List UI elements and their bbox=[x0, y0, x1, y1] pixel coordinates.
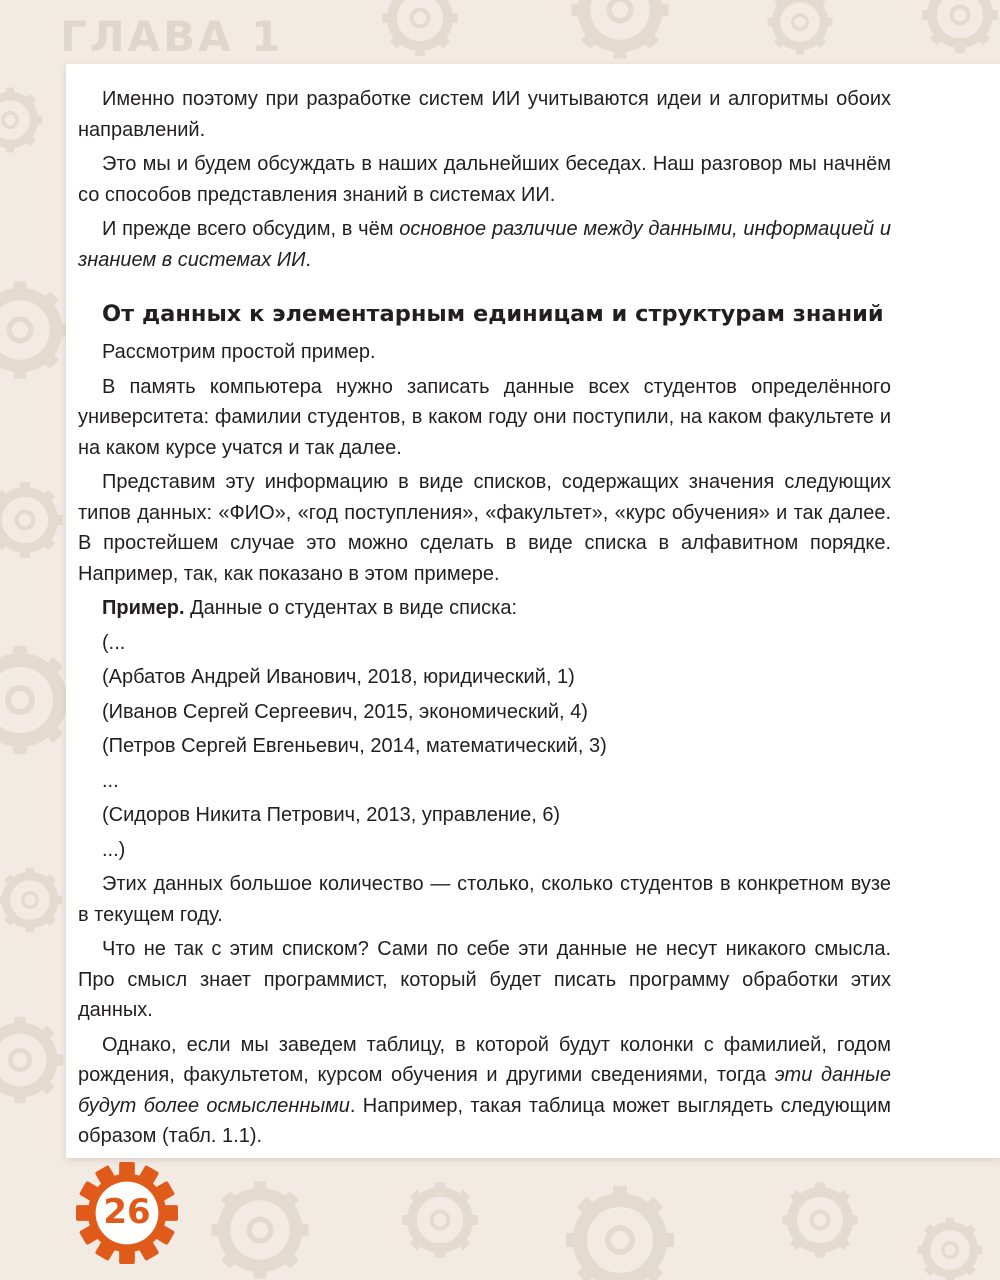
list-item: (... bbox=[102, 631, 126, 654]
paragraph: Именно поэтому при разработке систем ИИ учитываются идеи и алгоритмы обоих направлений. bbox=[78, 88, 891, 141]
paragraph-text: И прежде всего обсудим, в чём bbox=[102, 218, 400, 240]
paragraph-text: Однако, если мы заведем таблицу, в которой будут колонки с фамилией, годом рождения, факультетом, курсом обучения и другими сведениями, тогда bbox=[78, 1033, 891, 1086]
paragraph bbox=[78, 214, 891, 275]
list-item: ...) bbox=[102, 838, 126, 861]
paragraph: Представим эту информацию в виде списков, содержащих значения следующих типов данных: «ФИО», «год поступления», «факультет», «курс обучения» и так далее. В простейшем случае это можно сделать в виде списка в алфавитном порядке. Например, так, как показано в этом примере. bbox=[78, 471, 891, 585]
paragraph: В память компьютера нужно записать данные всех студентов определённого университета: фамилии студентов, в каком году они поступили, на каком факультете и на каком курсе учатся и так далее. bbox=[78, 375, 891, 459]
list-item: (Иванов Сергей Сергеевич, 2015, экономический, 4) bbox=[102, 700, 588, 723]
list-item: (Сидоров Никита Петрович, 2013, управление, 6) bbox=[102, 804, 561, 826]
article-body bbox=[78, 84, 891, 1156]
paragraph: Этих данных большое количество — столько, сколько студентов в конкретном вузе в текущем году. bbox=[78, 873, 891, 926]
paragraph: Рассмотрим простой пример. bbox=[102, 341, 376, 363]
paragraph-text: . bbox=[305, 248, 311, 271]
list-item: ... bbox=[102, 769, 119, 792]
example-intro bbox=[78, 593, 891, 624]
example-text: Данные о студентах в виде списка: bbox=[184, 597, 517, 619]
paragraph bbox=[78, 1030, 891, 1152]
list-item: (Арбатов Андрей Иванович, 2018, юридический, 1) bbox=[102, 666, 575, 688]
paragraph: Что не так с этим списком? Сами по себе эти данные не несут никакого смысла. Про смысл знает программист, который будет писать программу обработки этих данных. bbox=[78, 938, 891, 1021]
paragraph: Это мы и будем обсуждать в наших дальнейших беседах. Наш разговор мы начнём со способов представления знаний в системах ИИ. bbox=[78, 153, 891, 206]
section-heading: От данных к элементарным единицам и структурам знаний bbox=[102, 301, 884, 327]
paragraph-text: . Например, такая таблица может выглядеть следующим образом (табл. 1.1). bbox=[78, 1094, 891, 1147]
list-item: (Петров Сергей Евгеньевич, 2014, математический, 3) bbox=[102, 735, 607, 757]
example-label: Пример. bbox=[102, 597, 185, 619]
page-number: 26 bbox=[103, 1192, 151, 1232]
emphasis-text: основное различие между данными, информацией и знанием в системах ИИ bbox=[78, 218, 891, 271]
emphasis-text: эти данные будут более осмысленными bbox=[78, 1064, 891, 1117]
chapter-title: ГЛАВА 1 bbox=[60, 12, 284, 61]
